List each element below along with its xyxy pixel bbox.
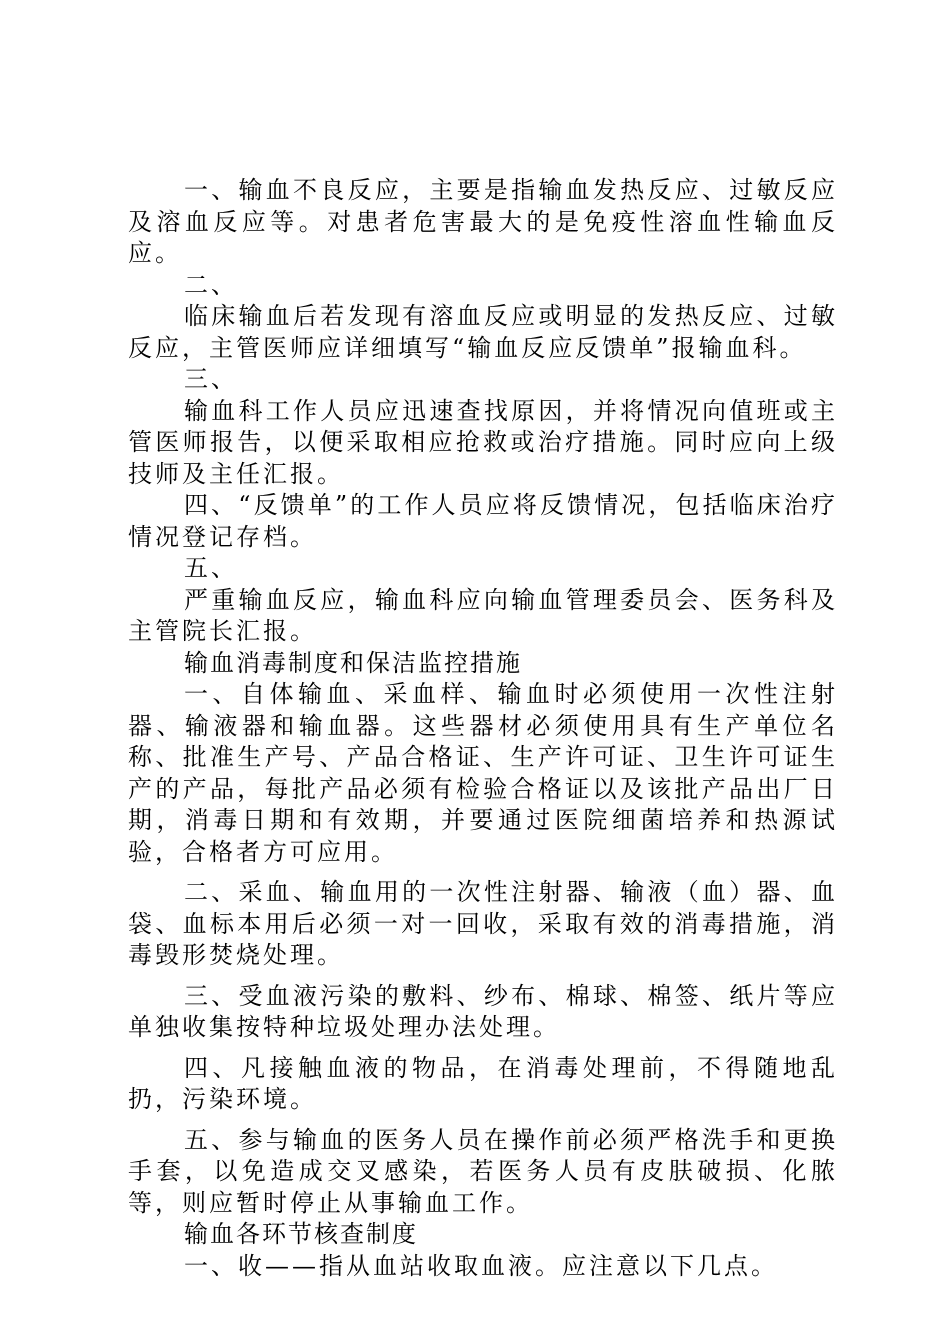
paragraph-adverse-reaction-definition: 一、输血不良反应，主要是指输血发热反应、过敏反应及溶血反应等。对患者危害最大的是免疫性溶血性输血反应。 <box>128 176 838 267</box>
paragraph-severe-reaction: 严重输血反应，输血科应向输血管理委员会、医务科及主管院长汇报。 <box>128 585 838 645</box>
paragraph-investigation: 输血科工作人员应迅速查找原因，并将情况向值班或主管医师报告，以便采取相应抢救或治疗措施。同时应向上级技师及主任汇报。 <box>128 396 838 488</box>
paragraph-archive: 四、“反馈单”的工作人员应将反馈情况，包括临床治疗情况登记存档。 <box>128 491 838 551</box>
section-heading-verification: 输血各环节核查制度 <box>184 1220 418 1248</box>
section-heading-disinfection: 输血消毒制度和保洁监控措施 <box>184 648 522 677</box>
paragraph-staff-hygiene: 五、参与输血的医务人员在操作前必须严格洗手和更换手套，以免造成交叉感染，若医务人员有皮肤破损、化脓等，则应暂时停止从事输血工作。 <box>128 1125 838 1217</box>
paragraph-disposable-devices: 一、自体输血、采血样、输血时必须使用一次性注射器、输液器和输血器。这些器材必须使用具有生产单位名称、批准生产号、产品合格证、生产许可证、卫生许可证生产的产品，每批产品必须有检验合格证以及该批产品出厂日期，消毒日期和有效期，并要通过医院细菌培养和热源试验，合格者方可应用。 <box>128 680 838 866</box>
paragraph-contaminated-materials: 三、受血液污染的敷料、纱布、棉球、棉签、纸片等应单独收集按特种垃圾处理办法处理。 <box>128 981 838 1041</box>
paragraph-handling-items: 四、凡接触血液的物品，在消毒处理前，不得随地乱扔，污染环境。 <box>128 1053 838 1113</box>
document-body <box>128 175 838 1282</box>
paragraph-feedback-form: 临床输血后若发现有溶血反应或明显的发热反应、过敏反应，主管医师应详细填写“输血反应反馈单”报输血科。 <box>128 302 838 362</box>
item-number-two: 二、 <box>184 270 238 299</box>
item-number-five: 五、 <box>184 554 238 582</box>
paragraph-recycling: 二、采血、输血用的一次性注射器、输液（血）器、血袋、血标本用后必须一对一回收，采取有效的消毒措施，消毒毁形焚烧处理。 <box>128 878 838 969</box>
item-number-three: 三、 <box>184 365 238 393</box>
paragraph-receiving-blood: 一、收——指从血站收取血液。应注意以下几点。 <box>184 1251 778 1280</box>
